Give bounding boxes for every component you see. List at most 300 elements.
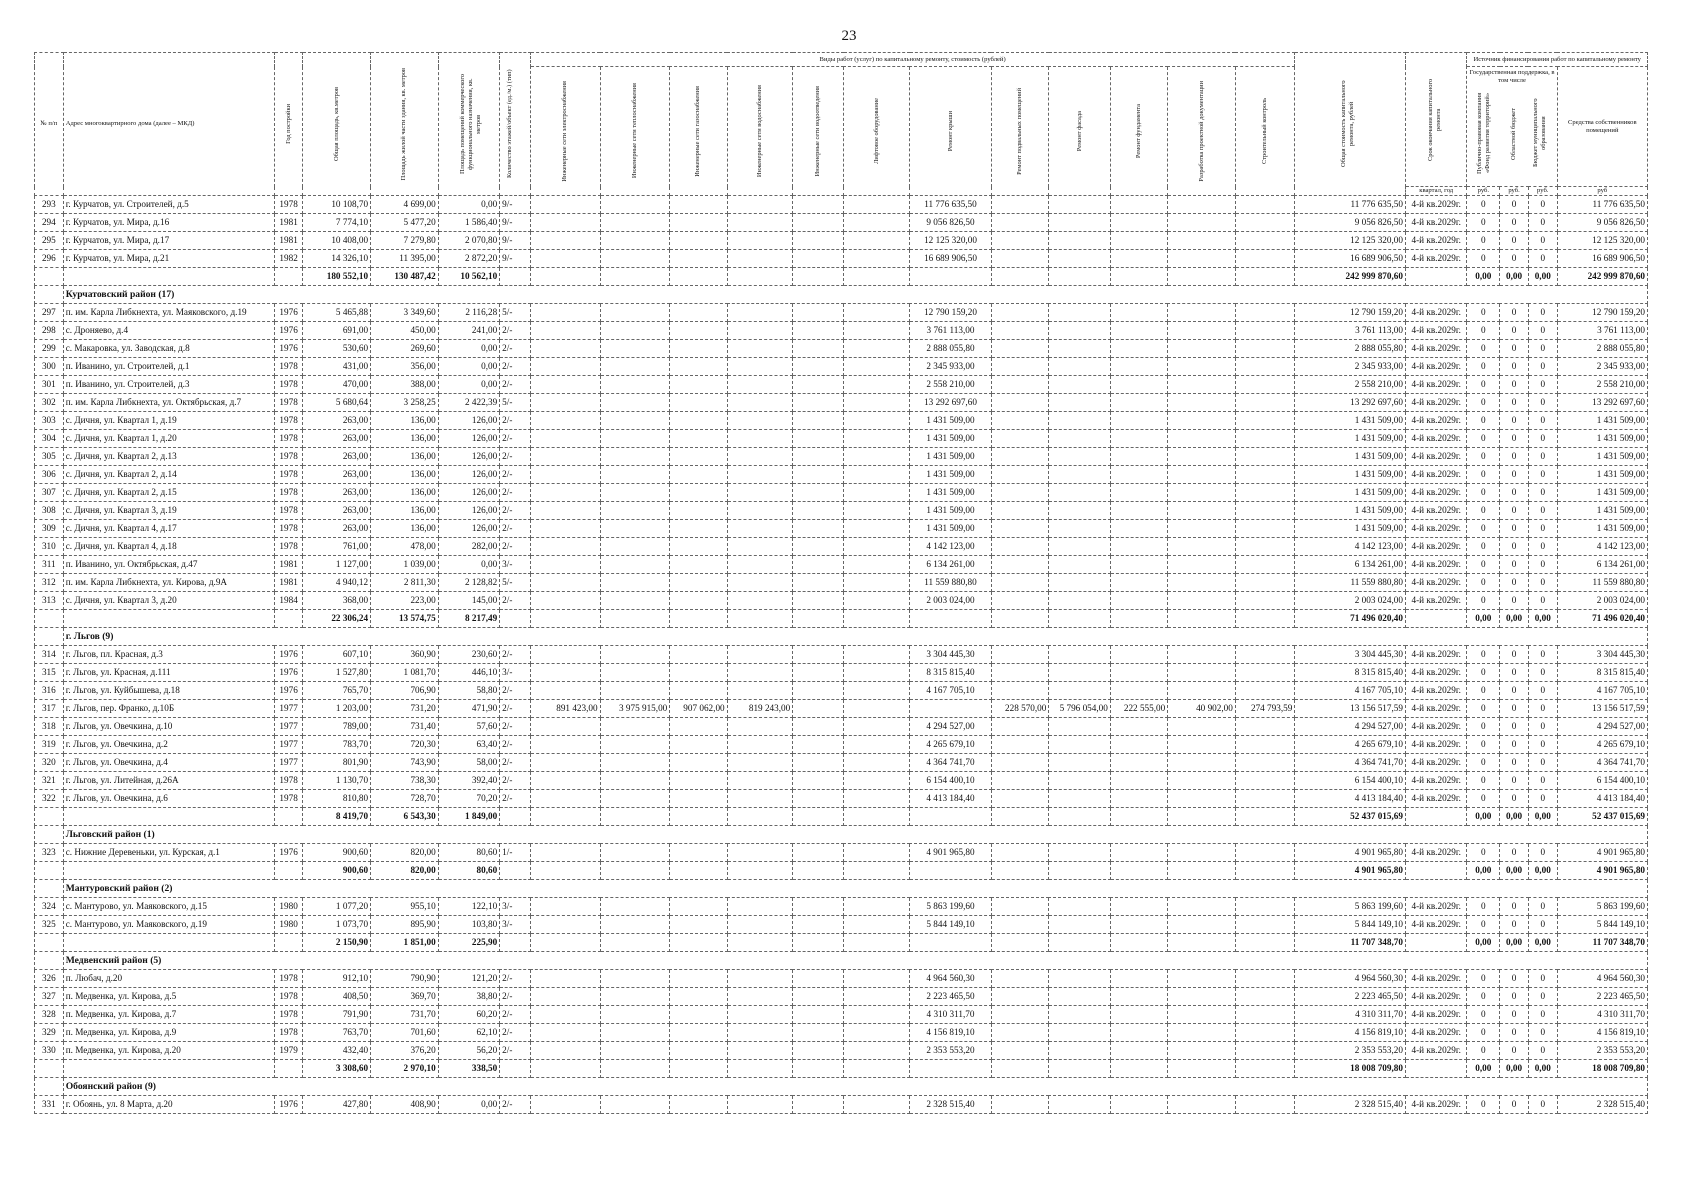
row-work-cost xyxy=(1110,664,1167,682)
row-work-cost xyxy=(1235,970,1294,988)
row-total-area: 900,60 xyxy=(303,844,371,862)
row-work-cost xyxy=(1049,1006,1110,1024)
row-floors: 2/- xyxy=(500,466,531,484)
row-year: 1978 xyxy=(274,376,303,394)
table-row xyxy=(35,250,1648,268)
row-address: г. Льгов, пл. Красная, д.3 xyxy=(63,646,274,664)
row-address: п. им. Карла Либкнехта, ул. Октябрьская, д.7 xyxy=(63,394,274,412)
row-floors: 9/- xyxy=(500,250,531,268)
row-floors: 2/- xyxy=(500,430,531,448)
row-work-cost xyxy=(1168,754,1236,772)
row-work-cost: 1 431 509,00 xyxy=(910,430,992,448)
row-work-cost: 13 292 697,60 xyxy=(910,394,992,412)
subtotal-work-cell xyxy=(727,268,793,286)
row-src-fund: 0 xyxy=(1467,196,1500,214)
row-term: 4-й кв.2029г. xyxy=(1405,376,1466,394)
row-work-cost xyxy=(991,844,1048,862)
row-work-cost xyxy=(1049,448,1110,466)
header-term-unit: квартал, год xyxy=(1405,187,1466,196)
subtotal-work-cell xyxy=(1168,610,1236,628)
row-work-cost xyxy=(727,1024,793,1042)
row-nonres-area: 58,80 xyxy=(438,682,499,700)
row-term: 4-й кв.2029г. xyxy=(1405,1096,1466,1114)
row-work-cost: 4 364 741,70 xyxy=(910,754,992,772)
subtotal-src-fund: 0,00 xyxy=(1467,808,1500,826)
row-year: 1978 xyxy=(274,466,303,484)
row-src-fund: 0 xyxy=(1467,790,1500,808)
row-number: 293 xyxy=(35,196,64,214)
row-work-cost xyxy=(991,448,1048,466)
row-work-cost xyxy=(727,394,793,412)
row-work-cost xyxy=(530,574,600,592)
subtotal-nonres-area: 1 849,00 xyxy=(438,808,499,826)
row-number: 311 xyxy=(35,556,64,574)
row-living-area: 360,90 xyxy=(371,646,439,664)
subtotal-work-cell xyxy=(530,808,600,826)
row-number: 308 xyxy=(35,502,64,520)
row-number: 309 xyxy=(35,520,64,538)
row-floors: 2/- xyxy=(500,520,531,538)
row-work-cost: 2 223 465,50 xyxy=(910,988,992,1006)
row-work-cost xyxy=(1110,736,1167,754)
row-total-area: 427,80 xyxy=(303,1096,371,1114)
row-term: 4-й кв.2029г. xyxy=(1405,844,1466,862)
row-work-cost xyxy=(1110,250,1167,268)
row-work-cost xyxy=(1110,340,1167,358)
row-work-cost: 1 431 509,00 xyxy=(910,448,992,466)
row-src-owners: 4 142 123,00 xyxy=(1557,538,1647,556)
row-work-cost xyxy=(530,988,600,1006)
row-work-cost xyxy=(1168,772,1236,790)
subtotal-work-cell xyxy=(1235,1060,1294,1078)
row-work-cost xyxy=(1049,502,1110,520)
row-src-fund: 0 xyxy=(1467,1024,1500,1042)
row-floors: 2/- xyxy=(500,502,531,520)
row-nonres-area: 103,80 xyxy=(438,916,499,934)
row-total-cost: 2 345 933,00 xyxy=(1295,358,1406,376)
row-total-area: 765,70 xyxy=(303,682,371,700)
row-work-cost xyxy=(991,1024,1048,1042)
row-work-cost xyxy=(600,988,670,1006)
row-src-owners: 2 328 515,40 xyxy=(1557,1096,1647,1114)
subtotal-src-fund: 0,00 xyxy=(1467,610,1500,628)
row-work-cost xyxy=(670,988,727,1006)
row-living-area: 2 811,30 xyxy=(371,574,439,592)
row-work-cost xyxy=(530,736,600,754)
subtotal-row xyxy=(35,610,1648,628)
table-row xyxy=(35,646,1648,664)
row-living-area: 478,00 xyxy=(371,538,439,556)
row-work-cost: 2 328 515,40 xyxy=(910,1096,992,1114)
row-src-owners: 1 431 509,00 xyxy=(1557,430,1647,448)
row-work-cost: 4 413 184,40 xyxy=(910,790,992,808)
row-work-cost xyxy=(670,664,727,682)
row-work-cost xyxy=(793,250,844,268)
row-work-cost xyxy=(1110,988,1167,1006)
row-year: 1977 xyxy=(274,736,303,754)
row-work-cost xyxy=(844,250,910,268)
row-living-area: 136,00 xyxy=(371,520,439,538)
table-row xyxy=(35,1024,1648,1042)
row-total-area: 408,50 xyxy=(303,988,371,1006)
row-year: 1978 xyxy=(274,484,303,502)
row-work-cost xyxy=(727,898,793,916)
row-work-cost xyxy=(844,646,910,664)
row-src-fund: 0 xyxy=(1467,700,1500,718)
row-work-cost: 6 154 400,10 xyxy=(910,772,992,790)
subtotal-work-cell xyxy=(1110,268,1167,286)
row-work-cost xyxy=(844,772,910,790)
row-number: 303 xyxy=(35,412,64,430)
row-src-fund: 0 xyxy=(1467,682,1500,700)
row-work-cost xyxy=(1049,1042,1110,1060)
row-work-cost xyxy=(727,484,793,502)
row-work-cost xyxy=(727,646,793,664)
row-work-cost xyxy=(600,430,670,448)
row-year: 1978 xyxy=(274,412,303,430)
row-work-cost xyxy=(727,466,793,484)
subtotal-total-area: 22 306,24 xyxy=(303,610,371,628)
row-term: 4-й кв.2029г. xyxy=(1405,412,1466,430)
row-src-local: 0 xyxy=(1528,988,1557,1006)
row-work-cost xyxy=(793,916,844,934)
row-work-cost xyxy=(727,664,793,682)
row-year: 1981 xyxy=(274,556,303,574)
table-row xyxy=(35,394,1648,412)
subtotal-src-regional: 0,00 xyxy=(1500,1060,1529,1078)
row-work-cost xyxy=(600,646,670,664)
row-total-area: 368,00 xyxy=(303,592,371,610)
row-term: 4-й кв.2029г. xyxy=(1405,772,1466,790)
row-floors: 9/- xyxy=(500,214,531,232)
subtotal-total-area: 8 419,70 xyxy=(303,808,371,826)
row-src-regional: 0 xyxy=(1500,520,1529,538)
row-year: 1977 xyxy=(274,754,303,772)
row-work-cost xyxy=(670,1096,727,1114)
row-year: 1979 xyxy=(274,1042,303,1060)
row-work-cost xyxy=(530,646,600,664)
row-number: 298 xyxy=(35,322,64,340)
row-work-cost xyxy=(530,250,600,268)
row-work-cost xyxy=(1235,322,1294,340)
row-living-area: 895,90 xyxy=(371,916,439,934)
subtotal-work-cell xyxy=(1235,862,1294,880)
table-row xyxy=(35,1042,1648,1060)
row-address: с. Макаровка, ул. Заводская, д.8 xyxy=(63,340,274,358)
table-row xyxy=(35,754,1648,772)
row-work-cost xyxy=(991,502,1048,520)
row-work-cost xyxy=(1235,844,1294,862)
header-work-5: Инженерные сети водоотведения xyxy=(793,67,844,196)
row-src-local: 0 xyxy=(1528,484,1557,502)
row-number: 318 xyxy=(35,718,64,736)
row-floors: 2/- xyxy=(500,376,531,394)
row-src-fund: 0 xyxy=(1467,754,1500,772)
row-year: 1976 xyxy=(274,646,303,664)
row-living-area: 820,00 xyxy=(371,844,439,862)
row-work-cost xyxy=(600,1096,670,1114)
row-work-cost xyxy=(991,430,1048,448)
row-address: п. им. Карла Либкнехта, ул. Маяковского, д.19 xyxy=(63,304,274,322)
row-work-cost xyxy=(793,1006,844,1024)
row-src-regional: 0 xyxy=(1500,250,1529,268)
row-work-cost xyxy=(1168,466,1236,484)
row-src-regional: 0 xyxy=(1500,592,1529,610)
row-address: п. Иванино, ул. Строителей, д.3 xyxy=(63,376,274,394)
row-work-cost: 2 558 210,00 xyxy=(910,376,992,394)
row-src-fund: 0 xyxy=(1467,430,1500,448)
row-work-cost: 1 431 509,00 xyxy=(910,412,992,430)
row-work-cost xyxy=(793,574,844,592)
subtotal-work-cell xyxy=(1049,1060,1110,1078)
header-work-3: Инженерные сети газоснабжения xyxy=(670,67,727,196)
row-living-area: 136,00 xyxy=(371,448,439,466)
row-work-cost xyxy=(1049,232,1110,250)
row-work-cost xyxy=(991,412,1048,430)
district-name: Льговский район (1) xyxy=(63,826,1647,844)
row-work-cost xyxy=(670,394,727,412)
row-work-cost xyxy=(991,646,1048,664)
page-number: 23 xyxy=(841,28,857,44)
subtotal-work-cell xyxy=(600,610,670,628)
row-address: п. Медвенка, ул. Кирова, д.5 xyxy=(63,988,274,1006)
row-work-cost xyxy=(727,718,793,736)
row-work-cost xyxy=(727,520,793,538)
row-work-cost xyxy=(1168,322,1236,340)
row-work-cost xyxy=(991,916,1048,934)
row-work-cost xyxy=(844,1024,910,1042)
district-spacer xyxy=(35,880,64,898)
row-floors: 2/- xyxy=(500,448,531,466)
row-work-cost xyxy=(1235,754,1294,772)
row-floors: 2/- xyxy=(500,700,531,718)
row-total-area: 5 465,88 xyxy=(303,304,371,322)
row-total-area: 1 127,00 xyxy=(303,556,371,574)
row-number: 328 xyxy=(35,1006,64,1024)
row-address: с. Дичня, ул. Квартал 2, д.15 xyxy=(63,484,274,502)
row-floors: 2/- xyxy=(500,484,531,502)
row-year: 1977 xyxy=(274,718,303,736)
row-total-cost: 11 776 635,50 xyxy=(1295,196,1406,214)
row-address: г. Льгов, ул. Овечкина, д.6 xyxy=(63,790,274,808)
subtotal-term xyxy=(1405,808,1466,826)
row-work-cost xyxy=(600,412,670,430)
row-work-cost xyxy=(670,250,727,268)
row-work-cost xyxy=(1110,322,1167,340)
row-src-owners: 12 790 159,20 xyxy=(1557,304,1647,322)
row-total-cost: 4 156 819,10 xyxy=(1295,1024,1406,1042)
row-work-cost xyxy=(600,664,670,682)
district-name: Курчатовский район (17) xyxy=(63,286,1647,304)
header-src-local: Бюджет муниципального образования xyxy=(1531,98,1547,168)
row-work-cost xyxy=(1049,322,1110,340)
row-work-cost xyxy=(670,1006,727,1024)
row-src-fund: 0 xyxy=(1467,304,1500,322)
row-year: 1981 xyxy=(274,232,303,250)
subtotal-year xyxy=(274,1060,303,1078)
row-work-cost xyxy=(1235,232,1294,250)
row-work-cost xyxy=(670,196,727,214)
row-work-cost xyxy=(1049,898,1110,916)
row-work-cost xyxy=(1235,484,1294,502)
row-work-cost xyxy=(1168,790,1236,808)
row-work-cost xyxy=(1110,844,1167,862)
subtotal-work-cell xyxy=(844,934,910,952)
row-number: 310 xyxy=(35,538,64,556)
row-work-cost xyxy=(793,394,844,412)
row-work-cost xyxy=(1168,448,1236,466)
row-nonres-area: 62,10 xyxy=(438,1024,499,1042)
row-work-cost xyxy=(1110,538,1167,556)
row-work-cost xyxy=(844,394,910,412)
row-floors: 2/- xyxy=(500,736,531,754)
district-header-row xyxy=(35,880,1648,898)
row-work-cost xyxy=(530,772,600,790)
row-src-local: 0 xyxy=(1528,538,1557,556)
row-term: 4-й кв.2029г. xyxy=(1405,484,1466,502)
subtotal-work-cell xyxy=(1049,808,1110,826)
table-row xyxy=(35,592,1648,610)
row-living-area: 728,70 xyxy=(371,790,439,808)
row-work-cost xyxy=(530,916,600,934)
row-work-cost xyxy=(1235,340,1294,358)
row-total-cost: 13 292 697,60 xyxy=(1295,394,1406,412)
row-nonres-area: 122,10 xyxy=(438,898,499,916)
row-src-local: 0 xyxy=(1528,1096,1557,1114)
subtotal-work-cell xyxy=(1049,862,1110,880)
table-header xyxy=(35,53,1648,196)
subtotal-work-cell xyxy=(793,808,844,826)
subtotal-term xyxy=(1405,610,1466,628)
row-work-cost xyxy=(1235,592,1294,610)
row-work-cost xyxy=(600,196,670,214)
row-work-cost: 16 689 906,50 xyxy=(910,250,992,268)
row-work-cost xyxy=(530,502,600,520)
row-work-cost xyxy=(1168,556,1236,574)
row-work-cost xyxy=(530,592,600,610)
table-row xyxy=(35,502,1648,520)
row-term: 4-й кв.2029г. xyxy=(1405,520,1466,538)
row-work-cost xyxy=(1049,304,1110,322)
row-work-cost xyxy=(1168,376,1236,394)
row-work-cost: 1 431 509,00 xyxy=(910,502,992,520)
row-term: 4-й кв.2029г. xyxy=(1405,664,1466,682)
row-work-cost xyxy=(727,358,793,376)
row-work-cost xyxy=(600,340,670,358)
row-total-area: 431,00 xyxy=(303,358,371,376)
row-year: 1978 xyxy=(274,988,303,1006)
row-work-cost xyxy=(1235,1006,1294,1024)
row-work-cost xyxy=(1235,988,1294,1006)
row-nonres-area: 471,90 xyxy=(438,700,499,718)
row-living-area: 136,00 xyxy=(371,412,439,430)
row-src-regional: 0 xyxy=(1500,970,1529,988)
row-total-cost: 1 431 509,00 xyxy=(1295,520,1406,538)
row-work-cost xyxy=(793,736,844,754)
subtotal-work-cell xyxy=(1168,268,1236,286)
row-address: с. Дроняево, д.4 xyxy=(63,322,274,340)
table-row xyxy=(35,682,1648,700)
row-work-cost xyxy=(844,556,910,574)
row-src-owners: 5 863 199,60 xyxy=(1557,898,1647,916)
row-living-area: 136,00 xyxy=(371,502,439,520)
row-src-fund: 0 xyxy=(1467,916,1500,934)
row-nonres-area: 0,00 xyxy=(438,340,499,358)
row-work-cost xyxy=(600,790,670,808)
row-work-cost: 9 056 826,50 xyxy=(910,214,992,232)
row-work-cost xyxy=(1235,574,1294,592)
row-number: 295 xyxy=(35,232,64,250)
row-living-area: 136,00 xyxy=(371,484,439,502)
table-row xyxy=(35,970,1648,988)
row-term: 4-й кв.2029г. xyxy=(1405,988,1466,1006)
row-nonres-area: 2 422,39 xyxy=(438,394,499,412)
row-src-local: 0 xyxy=(1528,394,1557,412)
row-work-cost xyxy=(670,970,727,988)
row-work-cost xyxy=(991,538,1048,556)
row-src-fund: 0 xyxy=(1467,322,1500,340)
row-work-cost xyxy=(793,466,844,484)
row-work-cost: 11 559 880,80 xyxy=(910,574,992,592)
row-work-cost xyxy=(600,736,670,754)
header-unit-regional: руб. xyxy=(1500,187,1529,196)
row-work-cost xyxy=(1110,214,1167,232)
row-work-cost xyxy=(991,520,1048,538)
row-work-cost: 3 304 445,30 xyxy=(910,646,992,664)
row-work-cost xyxy=(793,682,844,700)
row-term: 4-й кв.2029г. xyxy=(1405,358,1466,376)
row-address: г. Курчатов, ул. Мира, д.16 xyxy=(63,214,274,232)
row-total-cost: 4 294 527,00 xyxy=(1295,718,1406,736)
row-work-cost xyxy=(1110,574,1167,592)
row-work-cost xyxy=(1235,214,1294,232)
row-year: 1978 xyxy=(274,1006,303,1024)
row-floors: 2/- xyxy=(500,1096,531,1114)
row-term: 4-й кв.2029г. xyxy=(1405,394,1466,412)
row-nonres-area: 56,20 xyxy=(438,1042,499,1060)
row-src-local: 0 xyxy=(1528,322,1557,340)
row-address: с. Мантурово, ул. Маяковского, д.15 xyxy=(63,898,274,916)
row-living-area: 731,70 xyxy=(371,1006,439,1024)
row-work-cost xyxy=(844,196,910,214)
row-work-cost xyxy=(670,502,727,520)
row-src-owners: 4 364 741,70 xyxy=(1557,754,1647,772)
row-work-cost xyxy=(1168,970,1236,988)
row-work-cost: 4 310 311,70 xyxy=(910,1006,992,1024)
subtotal-work-cell xyxy=(1235,268,1294,286)
district-header-row xyxy=(35,628,1648,646)
row-work-cost xyxy=(1168,1024,1236,1042)
row-work-cost xyxy=(1110,790,1167,808)
row-work-cost xyxy=(991,250,1048,268)
row-work-cost xyxy=(530,970,600,988)
row-work-cost xyxy=(793,376,844,394)
row-work-cost xyxy=(1168,898,1236,916)
header-work-8: Ремонт подвальных помещений xyxy=(991,67,1048,196)
row-floors: 3/- xyxy=(500,556,531,574)
row-address: г. Льгов, ул. Красная, д.111 xyxy=(63,664,274,682)
row-src-fund: 0 xyxy=(1467,394,1500,412)
subtotal-work-cell xyxy=(727,808,793,826)
row-work-cost xyxy=(1168,232,1236,250)
row-nonres-area: 241,00 xyxy=(438,322,499,340)
row-address: с. Дичня, ул. Квартал 2, д.14 xyxy=(63,466,274,484)
row-nonres-area: 57,60 xyxy=(438,718,499,736)
row-floors: 2/- xyxy=(500,970,531,988)
row-work-cost: 2 345 933,00 xyxy=(910,358,992,376)
row-work-cost xyxy=(727,214,793,232)
table-row xyxy=(35,538,1648,556)
